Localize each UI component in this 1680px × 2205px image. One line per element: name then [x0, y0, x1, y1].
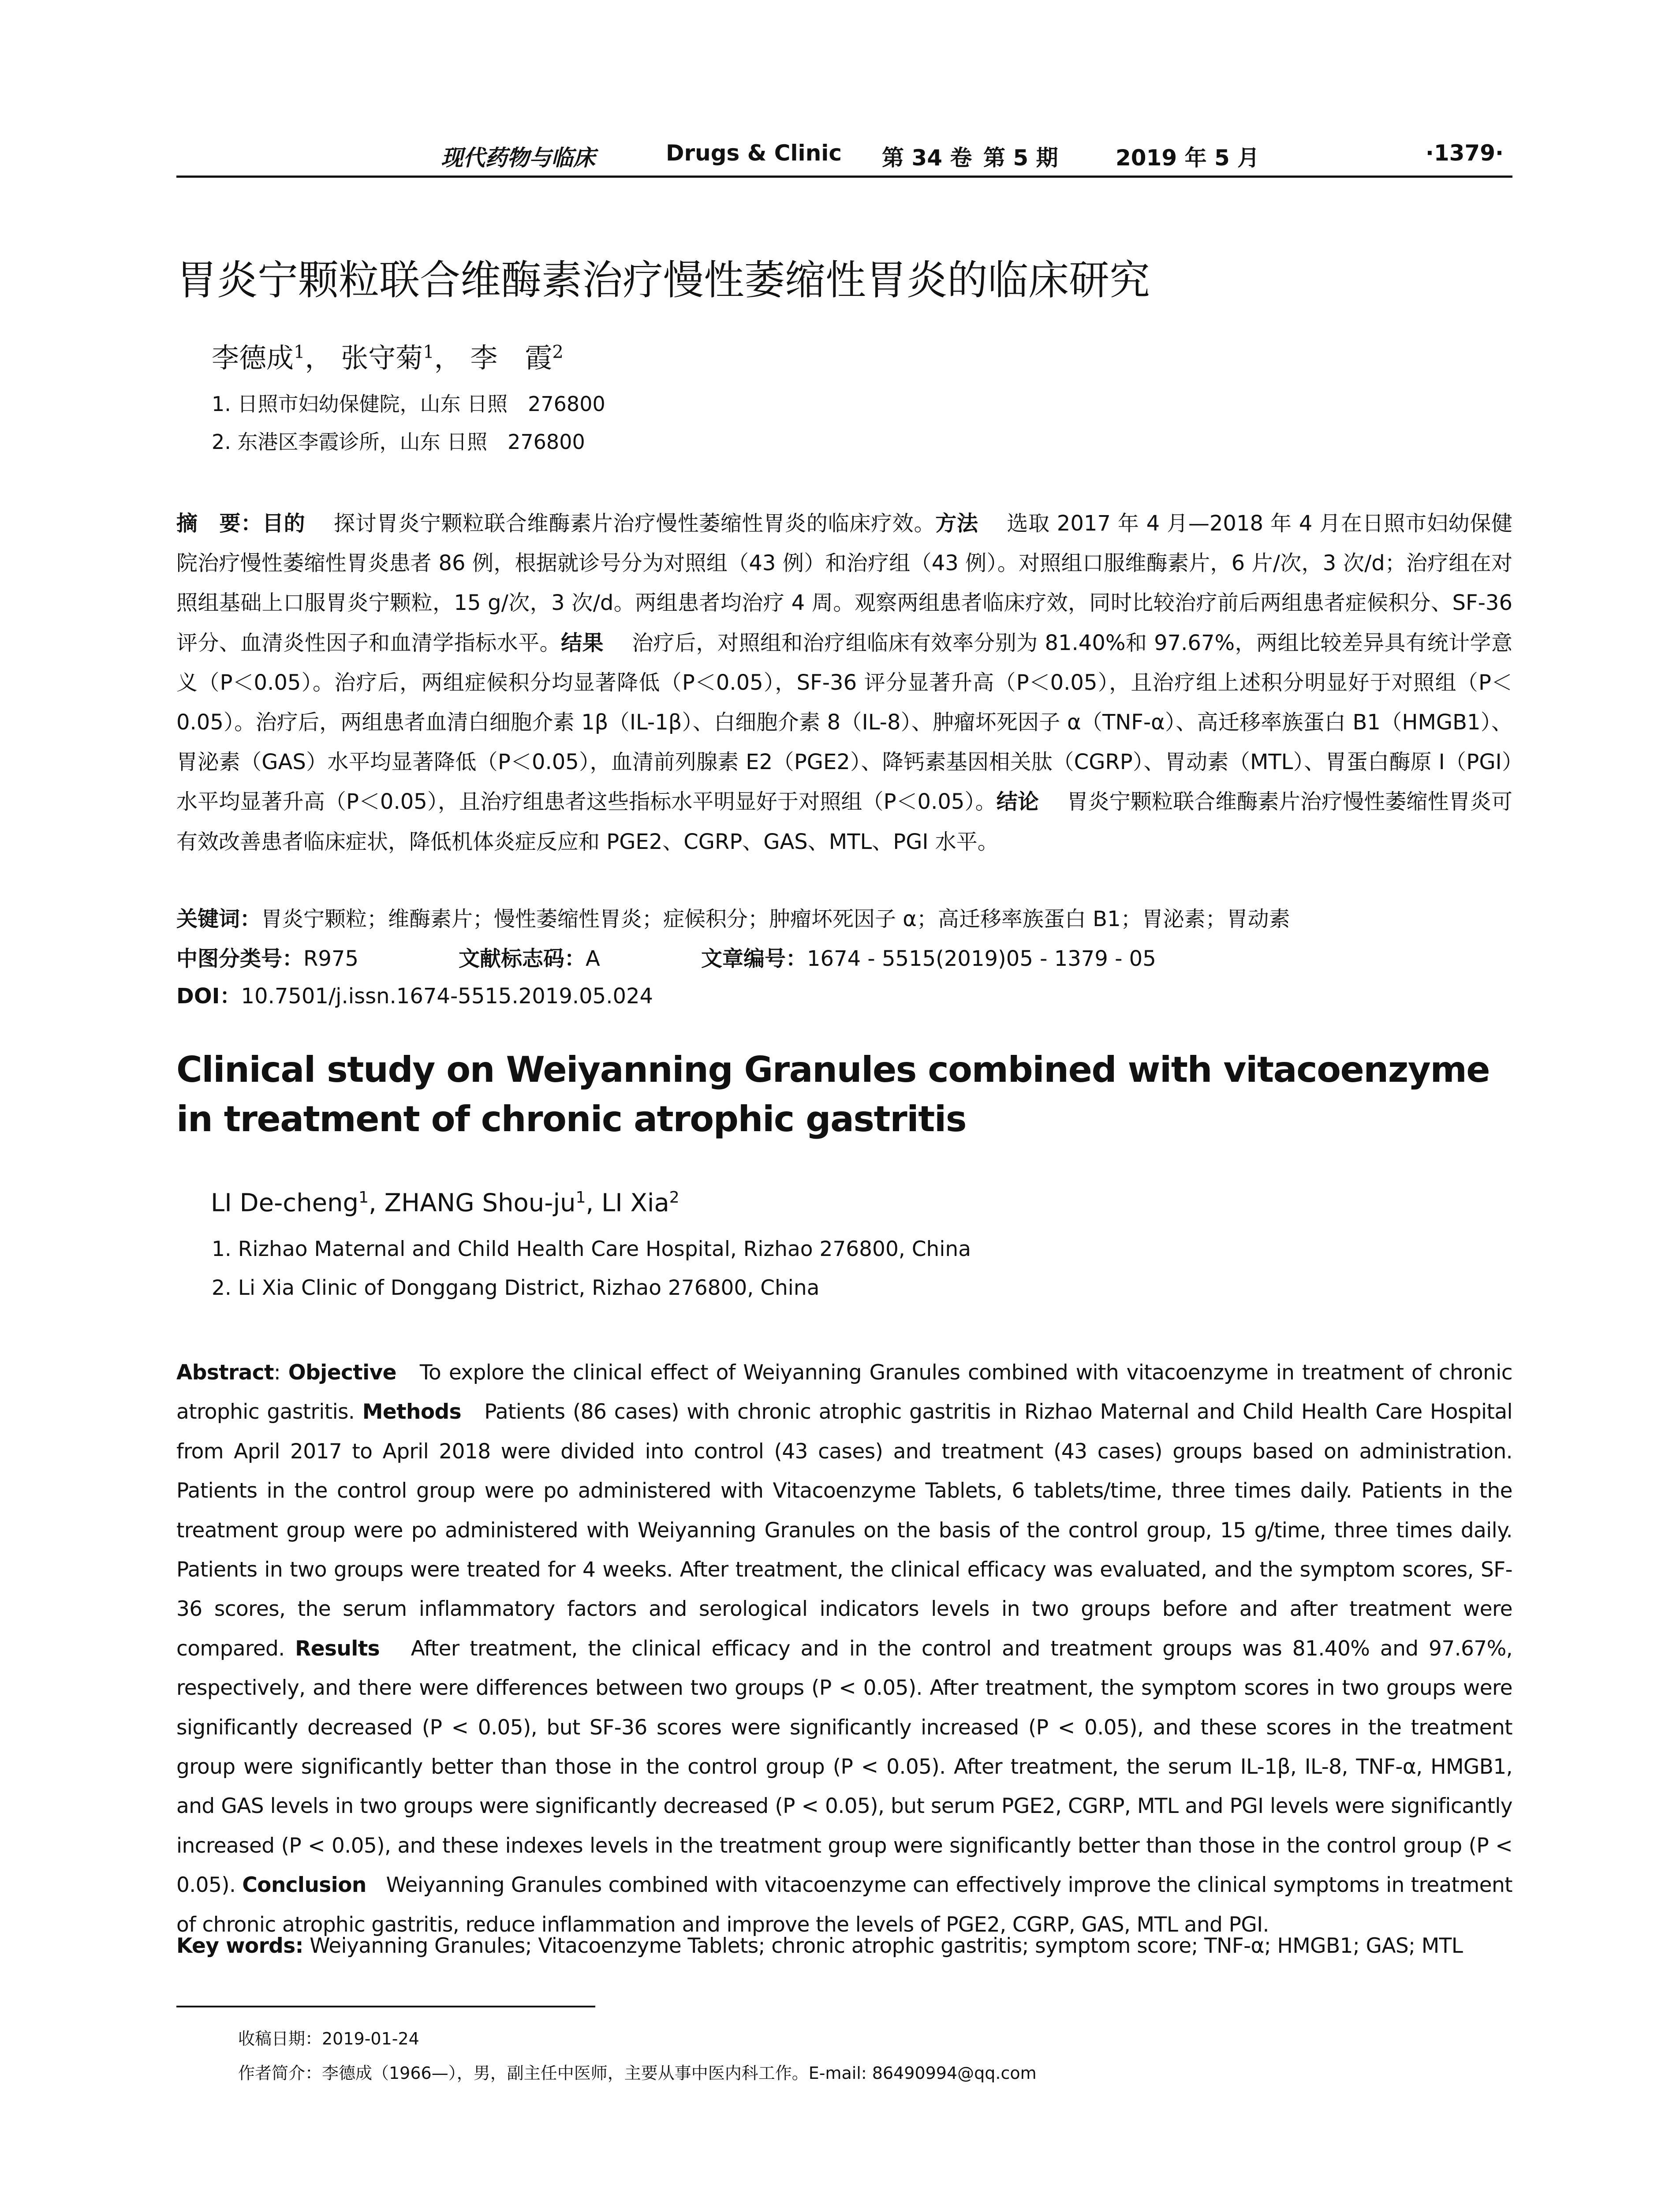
header-rule — [176, 176, 1512, 178]
volume: 第 34 卷 — [882, 145, 972, 171]
abstract-label: Abstract — [176, 1360, 274, 1385]
abstract-en: Abstract: Objective To explore the clinical effect of Weiyanning Granules combined with vitacoenzyme in treatment of chronic atrophic gastritis. Methods Patients (86 cases) with chronic atrophic gastritis in Rizhao Maternal and Child Health Care Hospital from April 2017 to April 2018 were divided into control (43 cases) and treatment (43 cases) groups based on administration. Patients in the control group were po administered with Vitacoenzyme Tablets, 6 tablets/time, three times daily. Patients in the treatment group were po administered with Weiyanning Granules on the basis of the control group, 15 g/time, three times daily. Patients in two groups were treated for 4 weeks. After treatment, the clinical efficacy was evaluated, and the symptom scores, SF-36 scores, the serum inflammatory factors and serological indicators levels in two groups before and after treatment were compared. Results After treatment, the clinical efficacy and in the control and treatment groups was 81.40% and 97.67%, respectively, and there were differences between two groups (P < 0.05). After treatment, the symptom scores in two groups were significantly decreased (P < 0.05), but SF-36 scores were significantly increased (P < 0.05), and these scores in the treatment group were significantly better than those in the control group (P < 0.05). After treatment, the serum IL-1β, IL-8, TNF-α, HMGB1, and GAS levels in two groups were significantly decreased (P < 0.05), but serum PGE2, CGRP, MTL and PGI levels were significantly increased (P < 0.05), and these indexes levels in the treatment group were significantly better than those in the control group (P < 0.05). Conclusion Weiyanning Granules combined with vitacoenzyme can effectively improve the clinical symptoms in treatment of chronic atrophic gastritis, reduce inflammation and improve the levels of PGE2, CGRP, GAS, MTL and PGI. — [176, 1360, 1513, 1937]
article-title-en: Clinical study on Weiyanning Granules combined with vitacoenzyme in treatment of chronic atrophic gastritis — [176, 1049, 1490, 1140]
author-affiliation-mark: 2 — [669, 1188, 679, 1207]
classification-line — [176, 942, 358, 972]
affiliation-cn-1: 1. 日照市妇幼保健院，山东 日照 276800 — [212, 392, 605, 416]
author-name: 李德成 — [212, 342, 294, 374]
article-number-label: 文章编号： — [701, 946, 807, 971]
conclusion-label: 结论 — [996, 789, 1039, 815]
author-name: LI De-cheng — [211, 1188, 359, 1218]
objective-text: 探讨胃炎宁颗粒联合维酶素片治疗慢性萎缩性胃炎的临床疗效。 — [334, 511, 936, 536]
results-label: Results — [295, 1636, 380, 1661]
article-title-cn: 胃炎宁颗粒联合维酶素治疗慢性萎缩性胃炎的临床研究 — [176, 257, 1150, 304]
journal-name-en: Drugs & Clinic — [666, 140, 842, 166]
doi-label: DOI： — [176, 984, 241, 1009]
author-name: ZHANG Shou-ju — [384, 1188, 576, 1218]
results-text: After treatment, the clinical efficacy and in the control and treatment groups was 81.40% and 97.67%, respectively, and there were differences between two groups (P < 0.05). After treatment, the symptom scores in two groups were significantly decreased (P < 0.05), but SF-36 scores were significantly increased (P < 0.05), and these scores in the treatment group were significantly better than those in the control group (P < 0.05). After treatment, the serum IL-1β, IL-8, TNF-α, HMGB1, and GAS levels in two groups were significantly decreased (P < 0.05), but serum PGE2, CGRP, MTL and PGI levels were significantly increased (P < 0.05), and these indexes levels in the treatment group were significantly better than those in the control group (P < 0.05). — [176, 1636, 1513, 1898]
keywords-cn — [176, 902, 1290, 932]
author-affiliation-mark: 2 — [552, 342, 564, 363]
keywords-label: 关键词： — [176, 907, 261, 931]
journal-name-cn: 现代药物与临床 — [441, 145, 595, 171]
abstract-cn — [176, 504, 1512, 862]
objective-label: Objective — [288, 1360, 396, 1385]
authors-en — [211, 1188, 679, 1218]
conclusion-text: 胃炎宁颗粒联合维酶素片治疗慢性萎缩性胃炎可有效改善患者临床症状，降低机体炎症反应和 PGE2、CGRP、GAS、MTL、PGI 水平。 — [176, 789, 1512, 854]
document-code — [459, 942, 600, 972]
keywords-text: Weiyanning Granules; Vitacoenzyme Tablets; chronic atrophic gastritis; symptom score; TNF-α; HMGB1; GAS; MTL — [310, 1934, 1463, 1958]
affiliation-en-1: 1. Rizhao Maternal and Child Health Care Hospital, Rizhao 276800, China — [212, 1237, 971, 1261]
keywords-label: Key words: — [176, 1934, 303, 1958]
author-separator: ， — [434, 342, 462, 374]
author-bio: 作者简介：李德成（1966—），男，副主任中医师，主要从事中医内科工作。E-mail: 86490994@qq.com — [238, 2063, 1037, 2083]
doc-code-label: 文献标志码： — [459, 946, 586, 971]
page-number: ·1379· — [1425, 140, 1504, 166]
methods-label: Methods — [362, 1400, 461, 1424]
methods-text: Patients (86 cases) with chronic atrophic gastritis in Rizhao Maternal and Child Health Care Hospital from April 2017 to April 2018 were divided into control (43 cases) and treatment (43 cases) groups based on administration. Patients in the control group were po administered with Vitacoenzyme Tablets, 6 tablets/time, three times daily. Patients in the treatment group were po administered with Weiyanning Granules on the basis of the control group, 15 g/time, three times daily. Patients in two groups were treated for 4 weeks. After treatment, the clinical efficacy was evaluated, and the symptom scores, SF-36 scores, the serum inflammatory factors and serological indicators levels in two groups before and after treatment were compared. — [176, 1400, 1513, 1661]
author-affiliation-mark: 1 — [575, 1188, 586, 1207]
keywords-text: 胃炎宁颗粒；维酶素片；慢性萎缩性胃炎；症候积分；肿瘤坏死因子 α；高迁移率族蛋白 B1；胃泌素；胃动素 — [261, 907, 1290, 931]
objective-label: 目的 — [262, 511, 306, 536]
author-affiliation-mark: 1 — [423, 342, 434, 363]
author-name: 李 霞 — [470, 342, 553, 374]
results-label: 结果 — [561, 630, 604, 655]
author-affiliation-mark: 1 — [294, 342, 305, 363]
affiliation-en-2: 2. Li Xia Clinic of Donggang District, Rizhao 276800, China — [212, 1276, 820, 1300]
author-name: 张守菊 — [341, 342, 423, 374]
methods-text: 选取 2017 年 4 月—2018 年 4 月在日照市妇幼保健院治疗慢性萎缩性胃炎患者 86 例，根据就诊号分为对照组（43 例）和治疗组（43 例）。对照组口服维酶素片，6 片/次，3 次/d；治疗组在对照组基础上口服胃炎宁颗粒，15 g/次，3 次/d。两组患者均治疗 4 周。观察两组患者临床疗效，同时比较治疗前后两组患者症候积分、SF-36 评分、血清炎性因子和血清学指标水平。 — [176, 511, 1512, 655]
conclusion-label: Conclusion — [242, 1873, 366, 1898]
article-number — [701, 942, 1156, 972]
footnote-rule — [176, 2006, 595, 2007]
clc-label: 中图分类号： — [176, 946, 304, 971]
authors-cn — [212, 336, 564, 375]
doi-link[interactable]: 10.7501/j.issn.1674-5515.2019.05.024 — [241, 984, 653, 1009]
issue-date: 2019 年 5 月 — [1116, 145, 1260, 171]
results-text: 治疗后，对照组和治疗组临床有效率分别为 81.40%和 97.67%，两组比较差异具有统计学意义（P＜0.05）。治疗后，两组症候积分均显著降低（P＜0.05），SF-36 评分显著升高（P＜0.05），且治疗组上述积分明显好于对照组（P＜0.05）。治疗后，两组患者血清白细胞介素 1β（IL-1β）、白细胞介素 8（IL-8）、肿瘤坏死因子 α（TNF-α）、高迁移率族蛋白 B1（HMGB1）、胃泌素（GAS）水平均显著降低（P＜0.05），血清前列腺素 E2（PGE2）、降钙素基因相关肽（CGRP）、胃动素（MTL）、胃蛋白酶原 I（PGI）水平均显著升高（P＜0.05），且治疗组患者这些指标水平明显好于对照组（P＜0.05）。 — [176, 630, 1512, 815]
running-header — [176, 140, 1512, 176]
keywords-en — [176, 1934, 1463, 1958]
objective-text: To explore the clinical effect of Weiyanning Granules combined with vitacoenzyme in treatment of chronic atrophic gastritis. — [176, 1360, 1512, 1424]
author-affiliation-mark: 1 — [358, 1188, 369, 1207]
article-number-value: 1674 - 5515(2019)05 - 1379 - 05 — [807, 946, 1156, 971]
issue: 第 5 期 — [983, 145, 1058, 171]
author-separator: , — [368, 1188, 385, 1218]
conclusion-text: Weiyanning Granules combined with vitacoenzyme can effectively improve the clinical symptoms in treatment of chronic atrophic gastritis, reduce inflammation and improve the levels of PGE2, CGRP, GAS, MTL and PGI. — [176, 1873, 1512, 1937]
received-date: 收稿日期：2019-01-24 — [238, 2029, 419, 2048]
doc-code-value: A — [586, 946, 600, 971]
clc-value: R975 — [303, 946, 358, 971]
author-separator: ， — [305, 342, 332, 374]
abstract-label: 摘 要： — [176, 511, 262, 536]
author-separator: , — [586, 1188, 602, 1218]
doi-line — [176, 979, 653, 1009]
affiliation-cn-2: 2. 东港区李霞诊所，山东 日照 276800 — [212, 430, 585, 454]
methods-label: 方法 — [935, 511, 978, 536]
author-name: LI Xia — [601, 1188, 669, 1218]
